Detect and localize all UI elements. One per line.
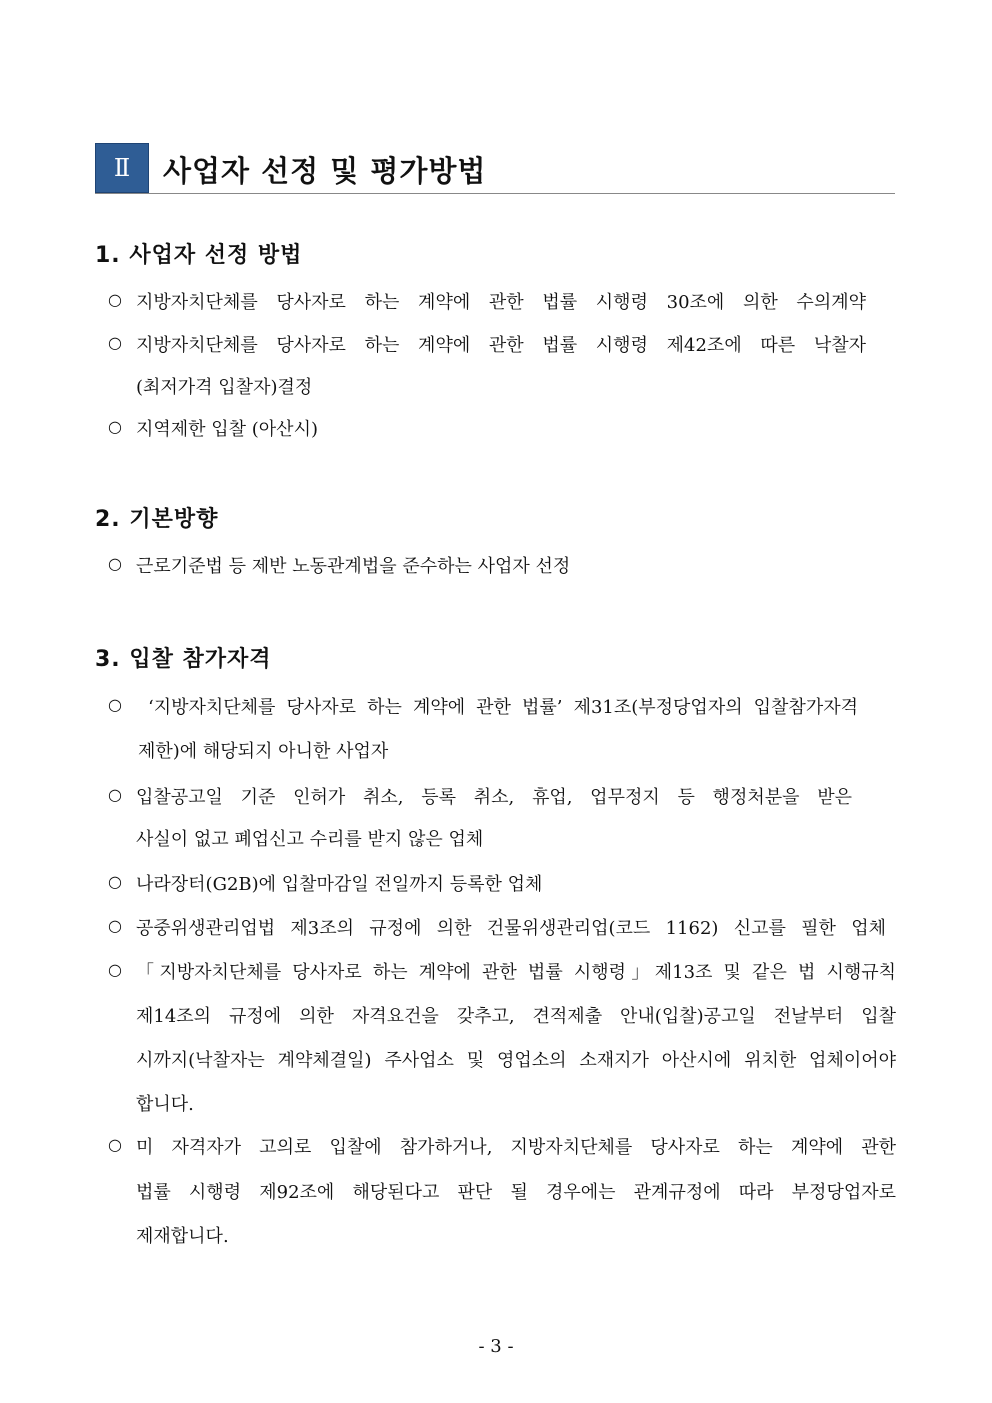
section-heading: 2. 기본방향 — [95, 507, 219, 532]
bullet-icon: ○ — [108, 290, 122, 309]
list-item-line: 제14조의 규정에 의한 자격요건을 갖추고, 견적제출 안내(입찰)공고일 전날부터 입찰 — [136, 1006, 896, 1027]
bullet-icon: ○ — [108, 1135, 122, 1154]
list-item-line: ‘지방자치단체를 당사자로 하는 계약에 관한 법률’ 제31조(부정당업자의 입찰참가자격 — [148, 697, 858, 718]
bullet-icon: ○ — [108, 916, 122, 935]
list-item-line: 사실이 없고 폐업신고 수리를 받지 않은 업체 — [136, 829, 484, 850]
list-item-line: 지역제한 입찰 (아산시) — [136, 419, 318, 440]
bullet-icon: ○ — [108, 872, 122, 891]
list-item-line: 미 자격자가 고의로 입찰에 참가하거나, 지방자치단체를 당사자로 하는 계약에 관한 — [136, 1137, 896, 1158]
list-item-line: 나라장터(G2B)에 입찰마감일 전일까지 등록한 업체 — [136, 874, 543, 895]
list-item-line: 제재합니다. — [136, 1226, 229, 1247]
list-item-line: 근로기준법 등 제반 노동관계법을 준수하는 사업자 선정 — [136, 556, 571, 577]
section-heading: 3. 입찰 참가자격 — [95, 647, 272, 672]
list-item-line: (최저가격 입찰자)결정 — [136, 377, 313, 398]
chapter-header — [95, 143, 895, 194]
list-item-line: 지방자치단체를 당사자로 하는 계약에 관한 법률 시행령 제42조에 따른 낙찰자 — [136, 335, 866, 356]
list-item-line: 시까지(낙찰자는 계약체결일) 주사업소 및 영업소의 소재지가 아산시에 위치한 업체이어야 — [136, 1050, 896, 1071]
bullet-icon: ○ — [108, 554, 122, 573]
list-item-line: 법률 시행령 제92조에 해당된다고 판단 될 경우에는 관계규정에 따라 부정당업자로 — [136, 1182, 896, 1203]
list-item-line: 합니다. — [136, 1094, 194, 1115]
bullet-icon: ○ — [108, 785, 122, 804]
list-item-line: 「지방자치단체를 당사자로 하는 계약에 관한 법률 시행령」제13조 및 같은 법 시행규칙 — [136, 962, 896, 983]
list-item-line: 제한)에 해당되지 아니한 사업자 — [138, 741, 389, 762]
bullet-icon: ○ — [108, 695, 122, 714]
bullet-icon: ○ — [108, 960, 122, 979]
section-heading: 1. 사업자 선정 방법 — [95, 243, 303, 268]
chapter-title: 사업자 선정 및 평가방법 — [163, 154, 487, 188]
list-item-line: 지방자치단체를 당사자로 하는 계약에 관한 법률 시행령 30조에 의한 수의계약 — [136, 292, 866, 313]
list-item-line: 입찰공고일 기준 인허가 취소, 등록 취소, 휴업, 업무정지 등 행정처분을 받은 — [136, 787, 852, 808]
bullet-icon: ○ — [108, 417, 122, 436]
chapter-number-badge: Ⅱ — [95, 143, 149, 193]
page-number: - 3 - — [478, 1336, 514, 1357]
list-item-line: 공중위생관리업법 제3조의 규정에 의한 건물위생관리업(코드 1162) 신고를 필한 업체 — [136, 918, 886, 939]
bullet-icon: ○ — [108, 333, 122, 352]
